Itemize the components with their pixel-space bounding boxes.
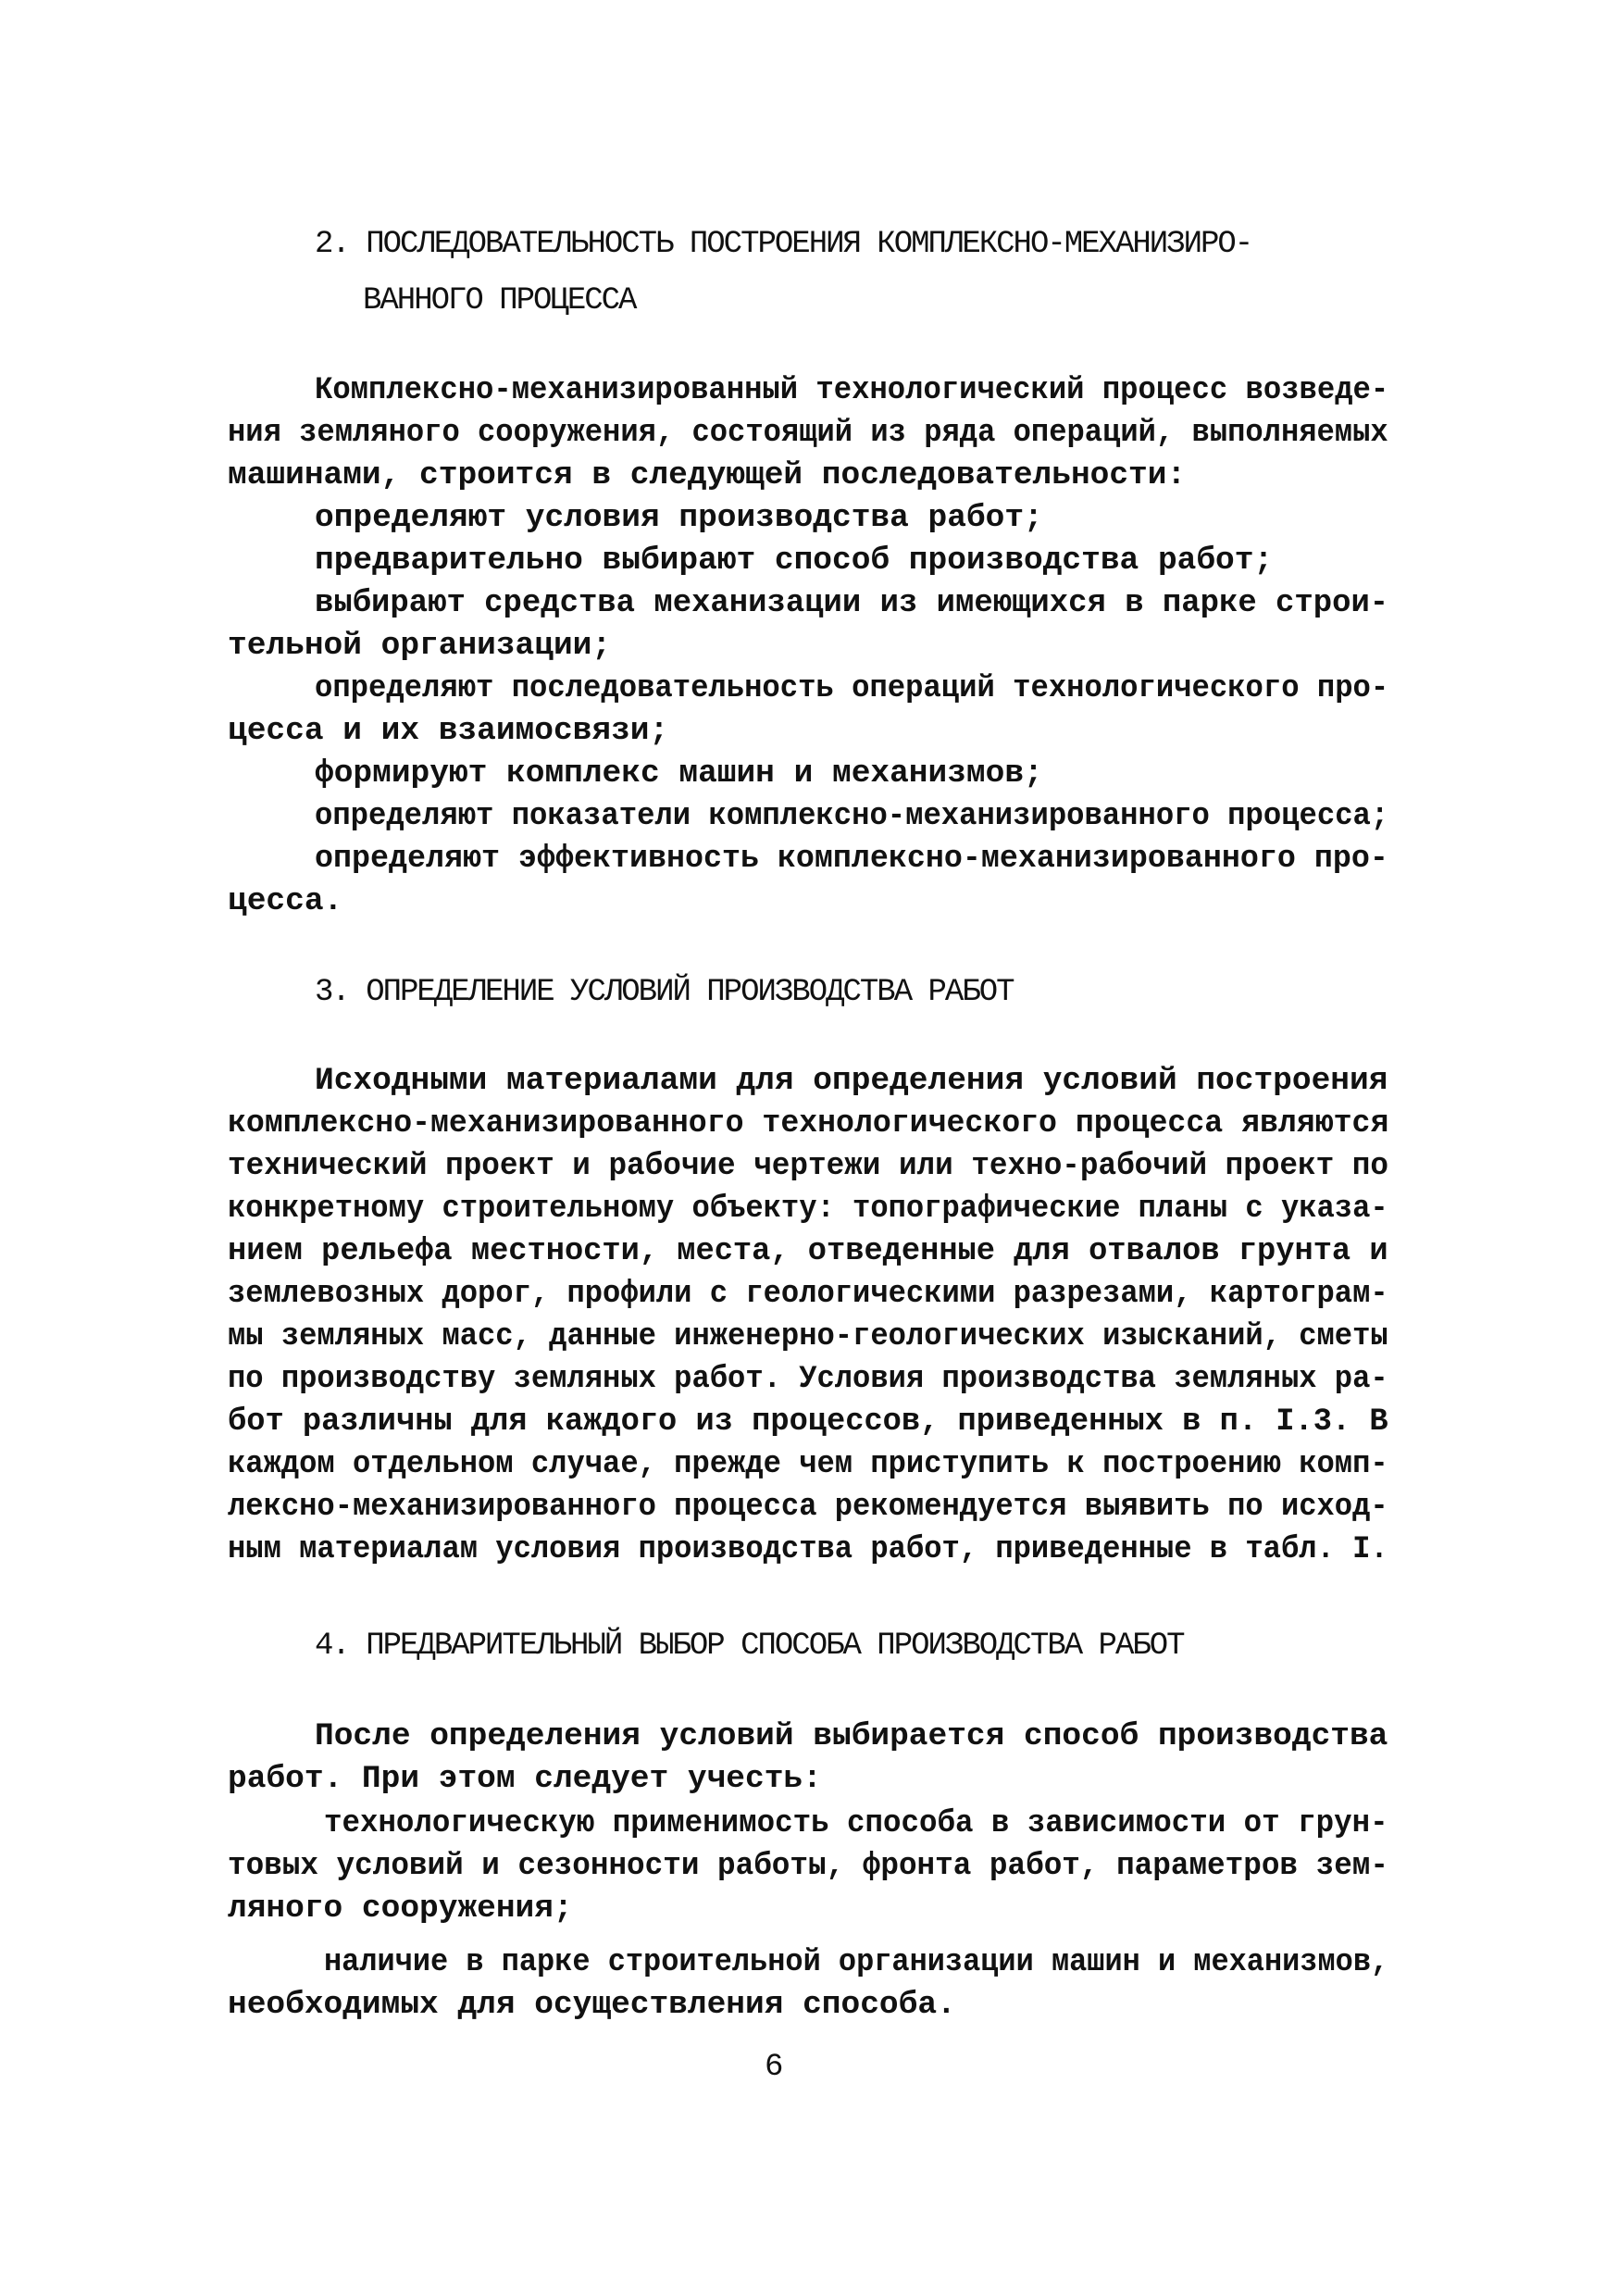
section-3-line: нием рельефа местности, места, отведенные для отвалов грунта и xyxy=(228,1233,1388,1269)
section-2-list-item: определяют показатели комплексно-механизированного процесса; xyxy=(315,798,1389,834)
section-2-heading-line-2: ВАННОГО ПРОЦЕССА xyxy=(363,283,636,318)
section-2-list-item: предварительно выбирают способ производства работ; xyxy=(315,543,1274,579)
section-3-line: лексно-механизированного процесса рекомендуется выявить по исход- xyxy=(228,1489,1388,1525)
section-4-heading: 4. ПРЕДВАРИТЕЛЬНЫЙ ВЫБОР СПОСОБА ПРОИЗВОДСТВА РАБОТ xyxy=(315,1628,1184,1664)
section-4-line: работ. При этом следует учесть: xyxy=(228,1761,822,1797)
section-3-line: каждом отдельном случае, прежде чем приступить к построению комп- xyxy=(228,1446,1388,1482)
section-3-line: комплексно-механизированного технологического процесса являются xyxy=(228,1105,1389,1142)
page-number: 6 xyxy=(765,2050,784,2085)
section-2-list-item: цесса. xyxy=(228,883,343,919)
section-4-line: После определения условий выбирается способ производства xyxy=(315,1718,1388,1754)
section-4-list-item: наличие в парке строительной организации машин и механизмов, xyxy=(324,1944,1389,1980)
section-2-list-item: определяют последовательность операций технологического про- xyxy=(315,670,1389,706)
section-4-list-item: товых условий и сезонности работы, фронта работ, параметров зем- xyxy=(228,1848,1388,1884)
section-3-line: землевозных дорог, профили с геологическими разрезами, картограм- xyxy=(228,1276,1388,1312)
section-3-line: технический проект и рабочие чертежи или техно-рабочий проект по xyxy=(228,1148,1388,1184)
section-2-list-item: тельной организации; xyxy=(228,628,612,664)
section-2-list-item: определяют эффективность комплексно-механизированного про- xyxy=(315,841,1388,877)
section-3-heading: 3. ОПРЕДЕЛЕНИЕ УСЛОВИЙ ПРОИЗВОДСТВА РАБОТ xyxy=(315,975,1014,1010)
section-3-line: мы земляных масс, данные инженерно-геологических изысканий, сметы xyxy=(228,1318,1388,1354)
section-3-line: бот различны для каждого из процессов, приведенных в п. I.3. В xyxy=(228,1404,1388,1440)
section-2-line: ния земляного сооружения, состоящий из ряда операций, выполняемых xyxy=(228,415,1388,451)
section-2-heading-line-1: 2. ПОСЛЕДОВАТЕЛЬНОСТЬ ПОСТРОЕНИЯ КОМПЛЕКСНО-МЕХАНИЗИРО- xyxy=(315,227,1252,262)
section-4-list-item: технологическую применимость способа в зависимости от грун- xyxy=(324,1805,1388,1841)
section-3-line: конкретному строительному объекту: топографические планы с указа- xyxy=(228,1191,1388,1227)
section-3-line: ным материалам условия производства работ, приведенные в табл. I. xyxy=(228,1531,1388,1567)
section-2-list-item: определяют условия производства работ; xyxy=(315,500,1043,536)
section-2-list-item: цесса и их взаимосвязи; xyxy=(228,713,669,749)
section-2-list-item: формируют комплекс машин и механизмов; xyxy=(315,755,1043,792)
section-2-line: Комплексно-механизированный технологический процесс возведе- xyxy=(315,372,1389,408)
section-3-line: по производству земляных работ. Условия производства земляных ра- xyxy=(228,1361,1388,1397)
section-3-line: Исходными материалами для определения условий построения xyxy=(315,1063,1388,1099)
section-4-list-item: ляного сооружения; xyxy=(228,1890,573,1927)
section-2-list-item: выбирают средства механизации из имеющихся в парке строи- xyxy=(315,585,1389,621)
section-4-list-item: необходимых для осуществления способа. xyxy=(228,1987,956,2023)
section-2-line: машинами, строится в следующей последовательности: xyxy=(228,457,1187,493)
